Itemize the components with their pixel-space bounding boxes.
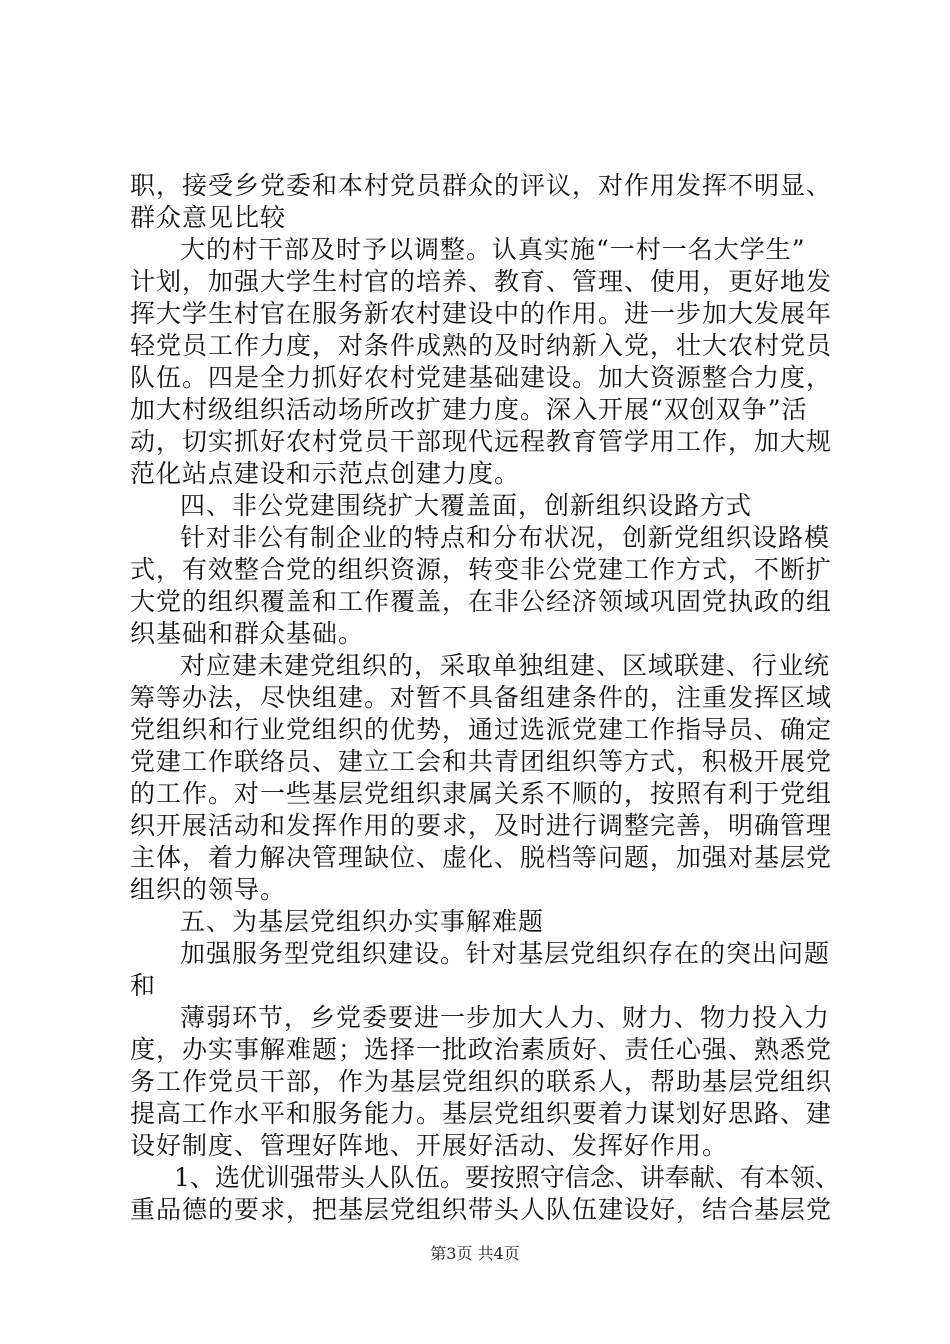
text-line: 式，有效整合党的组织资源，转变非公党建工作方式，不断扩 bbox=[130, 555, 833, 584]
text-line: 和 bbox=[130, 971, 157, 1000]
text-line: 的工作。对一些基层党组织隶属关系不顺的，按照有利于党组 bbox=[130, 779, 833, 808]
text-line: 挥大学生村官在服务新农村建设中的作用。进一步加大发展年 bbox=[130, 299, 833, 328]
text-line: 织开展活动和发挥作用的要求，及时进行调整完善，明确管理 bbox=[130, 811, 833, 840]
text-line: 范化站点建设和示范点创建力度。 bbox=[130, 459, 521, 488]
text-line: 加大村级组织活动场所改扩建力度。深入开展“双创双争”活 bbox=[130, 395, 808, 424]
text-line: 织基础和群众基础。 bbox=[130, 619, 365, 648]
text-line: 党建工作联络员、建立工会和共青团组织等方式，积极开展党 bbox=[130, 747, 833, 776]
section-heading: 五、为基层党组织办实事解难题 bbox=[180, 907, 545, 936]
text-line: 职，接受乡党委和本村党员群众的评议，对作用发挥不明显、 bbox=[130, 171, 833, 200]
text-line: 主体，着力解决管理缺位、虚化、脱档等问题，加强对基层党 bbox=[130, 843, 833, 872]
text-line: 加强服务型党组织建设。针对基层党组织存在的突出问题 bbox=[180, 939, 831, 968]
text-line: 对应建未建党组织的，采取单独组建、区域联建、行业统 bbox=[180, 651, 831, 680]
text-line: 1、选优训强带头人队伍。要按照守信念、讲奉献、有本领、 bbox=[174, 1163, 840, 1192]
text-line: 队伍。四是全力抓好农村党建基础建设。加大资源整合力度， bbox=[130, 363, 833, 392]
text-line: 群众意见比较 bbox=[130, 203, 287, 232]
text-line: 针对非公有制企业的特点和分布状况，创新党组织设路模 bbox=[180, 523, 831, 552]
document-body bbox=[130, 170, 840, 1226]
text-line: 计划，加强大学生村官的培养、教育、管理、使用，更好地发 bbox=[130, 267, 833, 296]
text-line: 组织的领导。 bbox=[130, 875, 287, 904]
text-line: 提高工作水平和服务能力。基层党组织要着力谋划好思路、建 bbox=[130, 1099, 833, 1128]
text-line: 大党的组织覆盖和工作覆盖，在非公经济领域巩固党执政的组 bbox=[130, 587, 833, 616]
text-line: 筹等办法，尽快组建。对暂不具备组建条件的，注重发挥区域 bbox=[130, 683, 833, 712]
text-line: 度，办实事解难题；选择一批政治素质好、责任心强、熟悉党 bbox=[130, 1035, 833, 1064]
text-line: 务工作党员干部，作为基层党组织的联系人，帮助基层党组织 bbox=[130, 1067, 833, 1096]
text-line: 薄弱环节，乡党委要进一步加大人力、财力、物力投入力 bbox=[180, 1003, 831, 1032]
section-heading: 四、非公党建围绕扩大覆盖面，创新组织设路方式 bbox=[180, 491, 753, 520]
text-line: 党组织和行业党组织的优势，通过选派党建工作指导员、确定 bbox=[130, 715, 833, 744]
text-line: 重品德的要求，把基层党组织带头人队伍建设好，结合基层党 bbox=[130, 1195, 833, 1224]
text-line: 轻党员工作力度，对条件成熟的及时纳新入党，壮大农村党员 bbox=[130, 331, 833, 360]
text-line: 动，切实抓好农村党员干部现代远程教育管学用工作，加大规 bbox=[130, 427, 833, 456]
text-line: 设好制度、管理好阵地、开展好活动、发挥好作用。 bbox=[130, 1131, 729, 1160]
page-number: 第3页 共4页 bbox=[430, 1244, 520, 1263]
text-line: 大的村干部及时予以调整。认真实施“一村一名大学生” bbox=[180, 235, 806, 264]
